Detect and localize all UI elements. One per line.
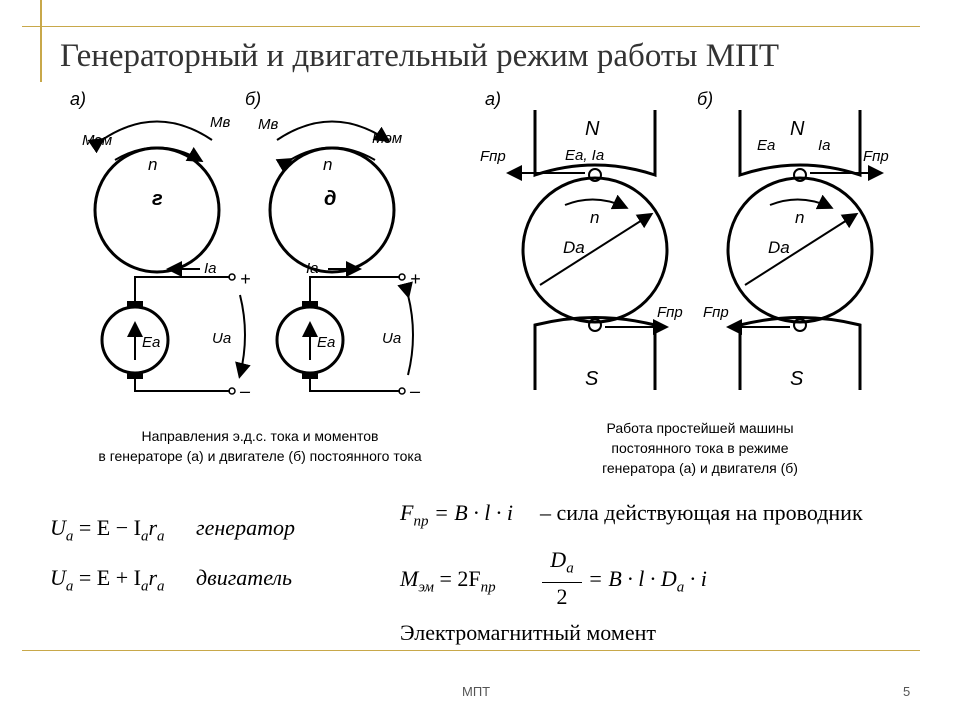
machine-b-n-label: n bbox=[795, 208, 805, 227]
machine-b-top-fpr-label: Fпр bbox=[863, 148, 889, 165]
fig-right-label-b: б) bbox=[697, 89, 714, 109]
caption-right-line-1: Работа простейшей машины bbox=[606, 420, 794, 436]
machine-b-south-label: S bbox=[790, 368, 804, 390]
decorative-top-line bbox=[22, 26, 920, 27]
machine-b-rotation-arrow bbox=[770, 199, 830, 207]
machine-a-bottom-fpr-label: Fпр bbox=[657, 304, 683, 321]
generator-plus: + bbox=[240, 269, 251, 289]
formula-generator: $U_a = E - I_ar_a$ генератор bbox=[50, 515, 295, 545]
caption-left bbox=[30, 426, 490, 466]
formula-force: $F_{пр} = B \cdot l \cdot i$ bbox=[400, 500, 513, 530]
motor-mem-arrow bbox=[277, 122, 387, 141]
motor-ia-label: Ia bbox=[306, 260, 319, 277]
generator-ua-label: Ua bbox=[212, 330, 232, 347]
machine-a-rotation-arrow bbox=[565, 199, 625, 207]
formula-motor-label: двигатель bbox=[196, 565, 293, 590]
formula-force-description: – сила действующая на проводник bbox=[540, 500, 863, 525]
generator-wire-bottom bbox=[135, 379, 230, 391]
motor-letter: д bbox=[324, 188, 337, 210]
decorative-bottom-line bbox=[22, 650, 920, 651]
generator-mem-arrow bbox=[102, 122, 212, 141]
machine-b-north-label: N bbox=[790, 118, 805, 140]
machine-a-n-label: n bbox=[590, 208, 600, 227]
machine-a-south-label: S bbox=[585, 368, 599, 390]
generator-ea-label: Ea bbox=[142, 334, 161, 351]
generator-letter: г bbox=[152, 188, 163, 210]
motor-wire-top bbox=[310, 277, 400, 301]
fig-right-label-a: а) bbox=[485, 89, 502, 109]
generator-wire-top bbox=[135, 277, 230, 301]
fig-left-label-b: б) bbox=[245, 89, 262, 109]
formula-moment: $M_{эм} = 2F_{пр}$ bbox=[400, 566, 496, 596]
motor-mem-label: Mэм bbox=[372, 130, 403, 147]
generator-brush-bottom bbox=[127, 373, 143, 379]
generator-ia-label: Ia bbox=[204, 260, 217, 277]
moment-label: Электромагнитный момент bbox=[400, 620, 656, 645]
caption-right bbox=[540, 418, 860, 478]
fig-left-label-a: а) bbox=[70, 89, 87, 109]
left-figure bbox=[60, 85, 450, 415]
machine-a-top-fpr-label: Fпр bbox=[480, 148, 506, 165]
machine-a-da-label: Da bbox=[563, 238, 585, 257]
motor-brush-bottom bbox=[302, 373, 318, 379]
formula-moment-fraction: $D_a$ 2 bbox=[542, 546, 582, 611]
motor-plus: + bbox=[410, 269, 421, 289]
formula-motor: $U_a = E + I_ar_a$ двигатель bbox=[50, 565, 293, 595]
formula-moment-rhs: = $B \cdot l \cdot D_a \cdot i$ bbox=[588, 566, 707, 596]
footer-title: МПТ bbox=[462, 684, 491, 699]
motor-mv-label: Mв bbox=[258, 116, 279, 133]
machine-a-ea-ia-label: Ea, Ia bbox=[565, 147, 605, 164]
motor-brush-top bbox=[302, 301, 318, 307]
caption-right-line-2: постоянного тока в режиме bbox=[611, 440, 789, 456]
generator-minus: – bbox=[240, 381, 251, 401]
formula-generator-label: генератор bbox=[196, 515, 295, 540]
page-number: 5 bbox=[903, 684, 911, 699]
machine-b-ia-label: Ia bbox=[818, 137, 831, 154]
slide-title: Генераторный и двигательный режим работы МПТ bbox=[60, 38, 780, 74]
caption-left-line-2: в генераторе (а) и двигателе (б) постоянного тока bbox=[98, 448, 422, 464]
generator-n-label: n bbox=[148, 155, 158, 174]
caption-right-line-3: генератора (а) и двигателя (б) bbox=[602, 460, 798, 476]
machine-a-north-label: N bbox=[585, 118, 600, 140]
generator-mv-label: Mв bbox=[210, 114, 231, 131]
generator-brush-top bbox=[127, 301, 143, 307]
motor-wire-bottom bbox=[310, 379, 400, 391]
motor-ua-arrow bbox=[408, 295, 413, 375]
machine-b-ea-label: Ea bbox=[757, 137, 776, 154]
motor-ua-label: Ua bbox=[382, 330, 402, 347]
generator-mem-label: Mэм bbox=[82, 132, 113, 149]
generator-ua-arrow bbox=[240, 295, 245, 375]
decorative-vertical-line bbox=[40, 0, 42, 82]
motor-minus: – bbox=[410, 381, 421, 401]
motor-ea-label: Ea bbox=[317, 334, 336, 351]
right-figure bbox=[475, 85, 895, 395]
caption-left-line-1: Направления э.д.с. тока и моментов bbox=[141, 428, 379, 444]
machine-b-da-label: Da bbox=[768, 238, 790, 257]
machine-b-bottom-fpr-label: Fпр bbox=[703, 304, 729, 321]
motor-n-label: n bbox=[323, 155, 333, 174]
